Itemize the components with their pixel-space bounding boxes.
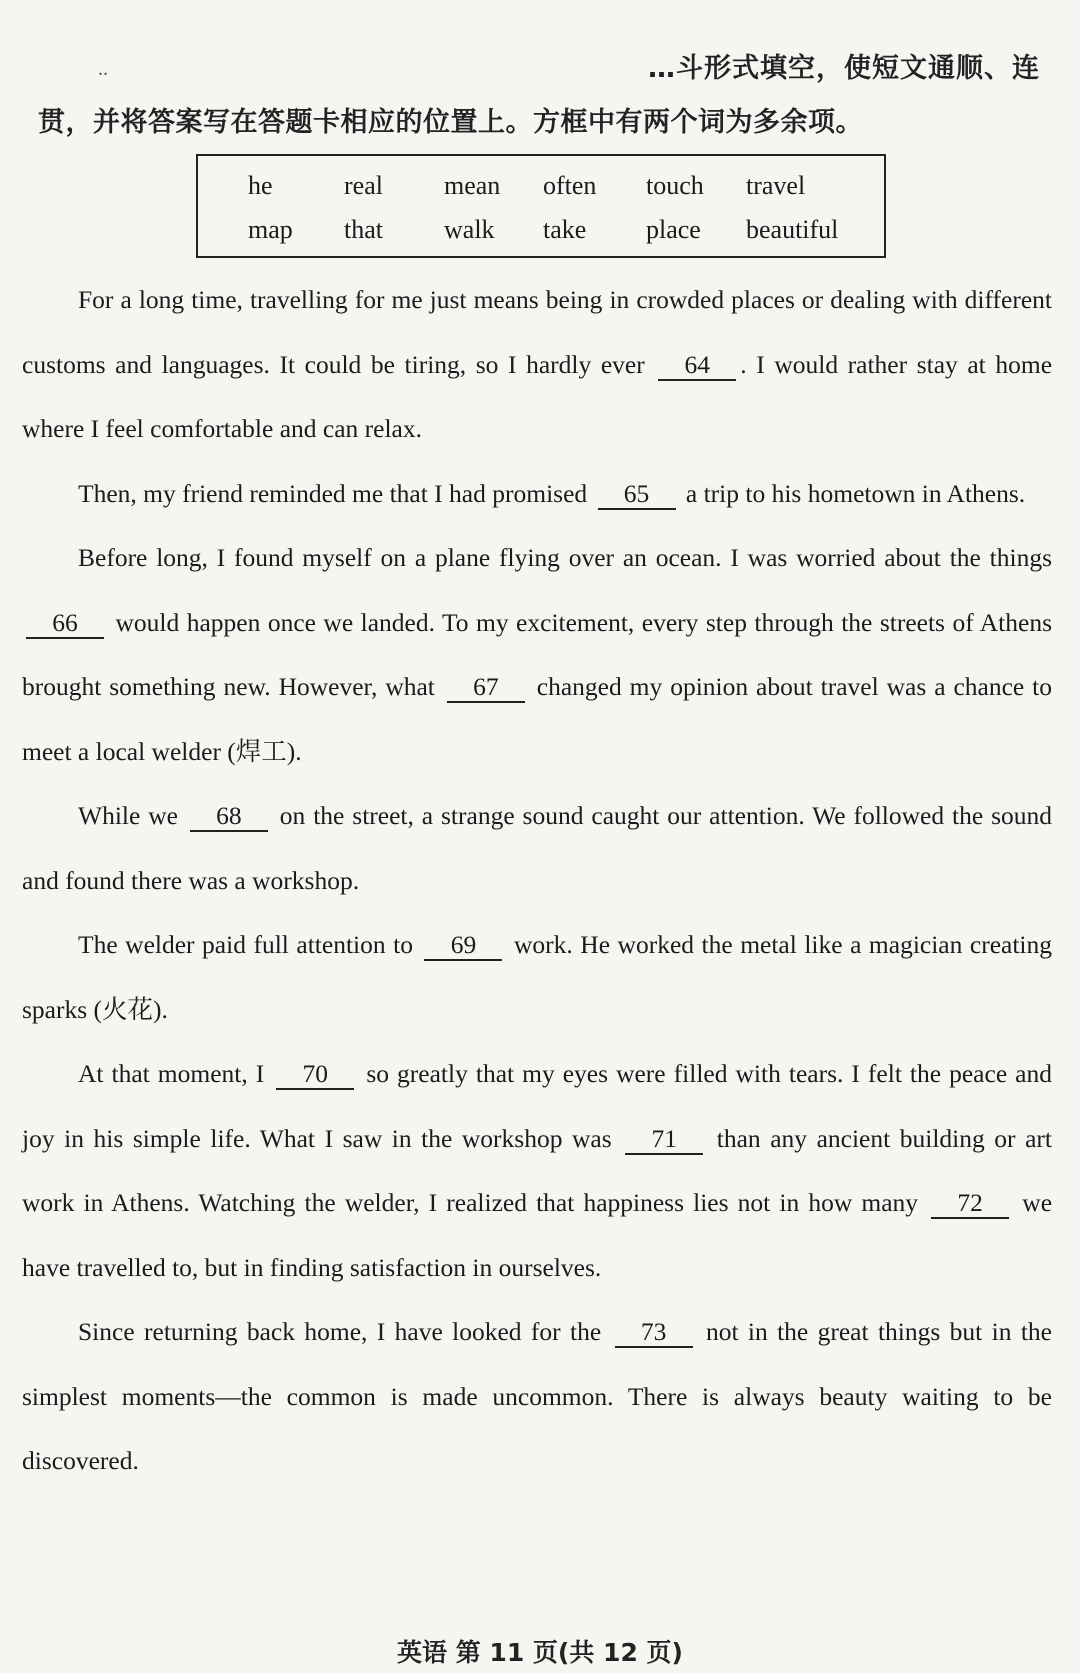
paragraph-text: would happen once we landed. To my excitement, every step through the streets of Athens brought something new. However, what: [22, 607, 1053, 701]
answer-blank-69[interactable]: 69: [424, 931, 502, 961]
paragraph-5: [22, 913, 1052, 1042]
word-bank-item: walk: [444, 215, 495, 244]
paragraph-text: For a long time, travelling for me just means being in crowded places or dealing with different customs and languages. It could be tiring, so I hardly ever: [22, 285, 1052, 379]
paragraph-3: [22, 526, 1052, 784]
paragraph-text: work. He worked the metal like a magician creating sparks (火花).: [22, 930, 1053, 1024]
answer-blank-67[interactable]: 67: [447, 673, 525, 703]
paragraph-text: than any ancient building or art work in Athens. Watching the welder, I realized that happiness lies not in how many: [22, 1123, 1052, 1217]
answer-blank-68[interactable]: 68: [190, 802, 268, 832]
word-bank-box: [196, 154, 886, 258]
word-bank-item: take: [543, 215, 587, 244]
word-bank-item: touch: [646, 171, 704, 200]
instruction-line-1: …斗形式填空，使短文通顺、连: [648, 53, 1040, 84]
answer-blank-64[interactable]: 64: [658, 351, 736, 381]
answer-blank-66[interactable]: 66: [26, 609, 104, 639]
word-bank-row-2: [198, 210, 884, 250]
paragraph-text: so greatly that my eyes were filled with tears. I felt the peace and joy in his simple life. What I saw in the workshop was: [22, 1059, 1052, 1153]
answer-blank-65[interactable]: 65: [598, 480, 676, 510]
page-footer: 英语 第 11 页(共 12 页): [397, 1638, 683, 1667]
answer-blank-73[interactable]: 73: [615, 1318, 693, 1348]
word-bank-item: often: [543, 171, 597, 200]
paragraph-text: While we: [78, 801, 178, 830]
paragraph-text: The welder paid full attention to: [78, 930, 413, 959]
paragraph-6: [22, 1042, 1052, 1300]
paragraph-text: changed my opinion about travel was a chance to meet a local welder (焊工).: [22, 672, 1053, 766]
paragraph-4: [22, 784, 1052, 913]
answer-blank-72[interactable]: 72: [931, 1189, 1009, 1219]
answer-blank-70[interactable]: 70: [276, 1060, 354, 1090]
word-bank-item: that: [344, 215, 383, 244]
paragraph-text: not in the great things but in the simplest moments—the common is made uncommon. There is always beauty waiting to be discovered.: [22, 1317, 1052, 1475]
instruction-line-2: 贯，并将答案写在答题卡相应的位置上。方框中有两个词为多余项。: [38, 107, 863, 138]
answer-blank-71[interactable]: 71: [625, 1125, 703, 1155]
word-bank-item: map: [248, 215, 293, 244]
paragraph-text: . I would rather stay at home where I feel comfortable and can relax.: [22, 349, 1053, 443]
paragraph-text: a trip to his hometown in Athens.: [685, 478, 1026, 508]
word-bank-item: place: [646, 215, 701, 244]
word-bank-item: he: [248, 171, 273, 200]
paragraph-text: on the street, a strange sound caught our attention. We followed the sound and found there was a workshop.: [22, 801, 1053, 895]
paragraph-text: Before long, I found myself on a plane flying over an ocean. I was worried about the things: [78, 543, 1052, 572]
paragraph-text: we have travelled to, but in finding satisfaction in ourselves.: [22, 1188, 1053, 1282]
word-bank-item: mean: [444, 171, 501, 200]
paragraph-7: [22, 1300, 1052, 1494]
word-bank-row-1: [198, 166, 884, 206]
paragraph-1: [22, 268, 1052, 462]
paragraph-text: Then, my friend reminded me that I had promised: [78, 478, 588, 508]
cloze-passage: [22, 268, 1052, 1494]
paragraph-text: Since returning back home, I have looked for the: [78, 1317, 602, 1346]
paragraph-2: [22, 462, 1052, 527]
instruction-fragment-dots: ..: [98, 58, 108, 80]
word-bank-item: real: [344, 171, 383, 200]
paragraph-text: At that moment, I: [78, 1059, 265, 1088]
word-bank-item: travel: [746, 171, 806, 200]
word-bank-item: beautiful: [746, 215, 839, 244]
